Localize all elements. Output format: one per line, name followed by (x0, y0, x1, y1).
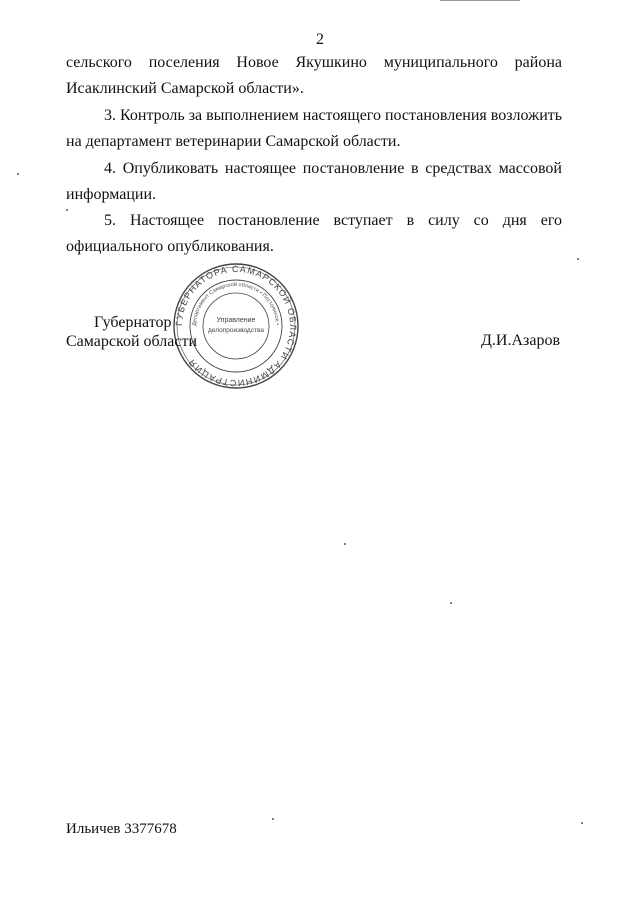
paragraph-item-5 (66, 208, 562, 260)
paragraph-item-4 (66, 156, 562, 208)
scan-speck (577, 258, 579, 260)
paragraph-line: Исаклинский Самарской области». (66, 80, 304, 97)
paragraph-line: официального опубликования. (66, 238, 274, 255)
seal-center-line: Управление (216, 317, 256, 324)
signatory-title: Губернатор (94, 314, 172, 331)
seal-outer-text: ГУБЕРНАТОРА САМАРСКОЙ ОБЛАСТИ АДМИНИСТРАЦИЯ (173, 263, 299, 389)
paragraph-line: сельского поселения Новое Якушкино муниципального района (66, 54, 562, 71)
executor-note: Ильичев 3377678 (66, 821, 177, 837)
signatory-position (66, 313, 197, 351)
signatory-name: Д.И.Азаров (481, 332, 560, 349)
signatory-region: Самарской области (66, 333, 197, 350)
seal-center-line: делопроизводства (208, 327, 264, 334)
paragraph-line: на департамент ветеринарии Самарской области. (66, 133, 401, 150)
paragraph-line: 4. Опубликовать настоящее постановление в средствах массовой (104, 160, 562, 177)
scan-top-edge (440, 0, 520, 1)
scan-speck (17, 173, 19, 175)
paragraph-line: 3. Контроль за выполнением настоящего постановления возложить (104, 107, 563, 124)
page-number: 2 (316, 31, 324, 48)
scan-speck (450, 602, 452, 604)
scan-speck (581, 822, 583, 824)
scan-speck (66, 209, 68, 211)
paragraph-line: 5. Настоящее постановление вступает в силу со дня его (104, 212, 562, 229)
paragraph-continuation (66, 50, 562, 102)
paragraph-item-3 (66, 103, 562, 155)
scan-speck (272, 818, 274, 820)
paragraph-line: информации. (66, 186, 157, 203)
seal-inner-text: Департамент Самарской области • Постоянное • (191, 281, 281, 327)
scan-speck (344, 543, 346, 545)
